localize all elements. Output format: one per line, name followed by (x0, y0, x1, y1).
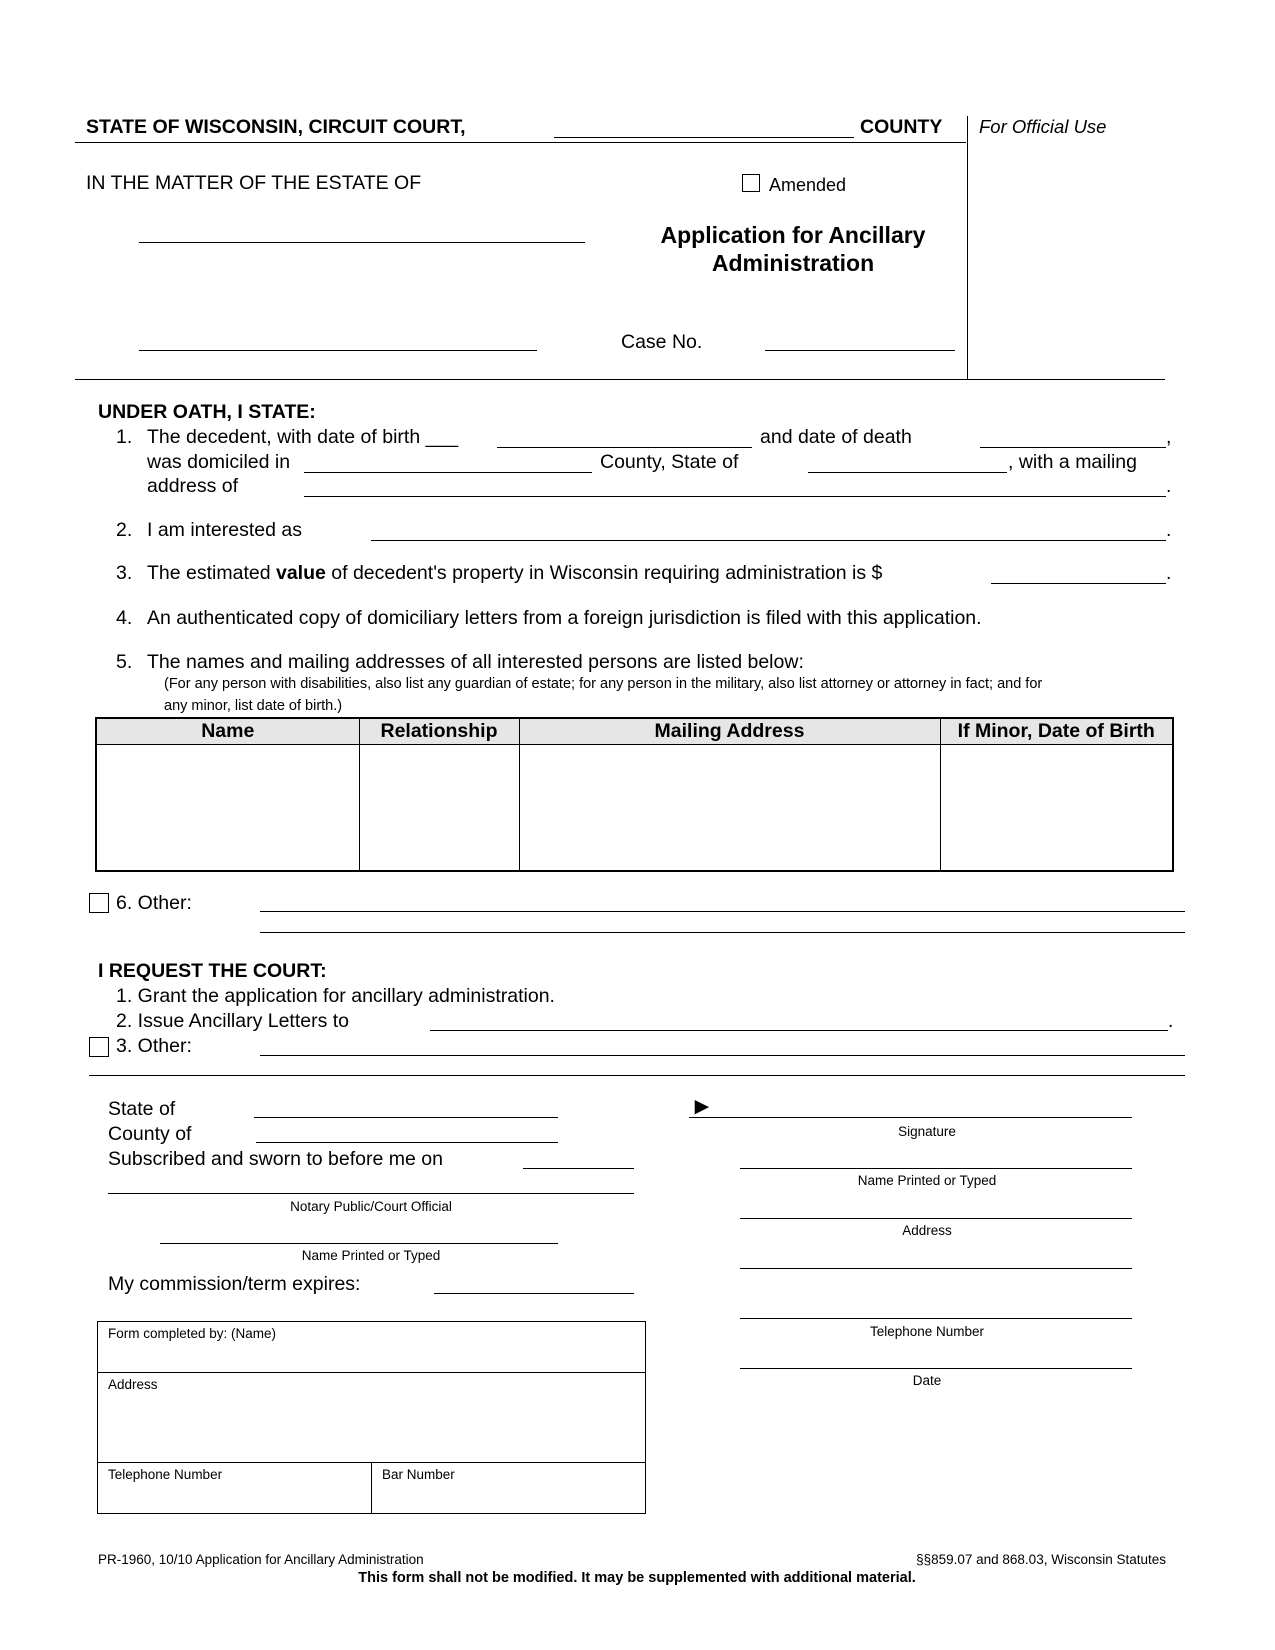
death-date-field[interactable] (980, 447, 1166, 448)
request-item-2: 2. Issue Ancillary Letters to (116, 1010, 350, 1032)
punctuation: , (1166, 426, 1172, 448)
official-use-label: For Official Use (979, 116, 1107, 137)
column-header-mailing-address: Mailing Address (519, 718, 940, 745)
county-field[interactable] (554, 137, 854, 138)
letters-to-field[interactable] (430, 1030, 1168, 1031)
subscribed-label: Subscribed and sworn to before me on (108, 1148, 443, 1170)
other-3-field[interactable] (260, 1055, 1185, 1056)
signer-date-field[interactable] (740, 1368, 1132, 1369)
item-1-text: was domiciled in (147, 451, 291, 473)
text: The estimated (147, 562, 276, 584)
mailing-address-cell[interactable] (519, 745, 940, 872)
bar-number-label: Bar Number (382, 1467, 455, 1482)
form-completed-by-box (97, 1321, 646, 1514)
signer-telephone-label: Telephone Number (869, 1324, 985, 1339)
signer-name-field[interactable] (740, 1168, 1132, 1169)
item-5-note: any minor, list date of birth.) (164, 698, 343, 714)
request-item-3: 3. Other: (116, 1035, 192, 1057)
item-5-text: The names and mailing addresses of all interested persons are listed below: (147, 651, 804, 673)
item-1-text: The decedent, with date of birth ___ (147, 426, 459, 448)
item-5-note: (For any person with disabilities, also list any guardian of estate; for any person in the military, also list attorney or attorney in fact; and for (164, 676, 1043, 692)
interested-persons-table (95, 717, 1174, 872)
table-row (96, 745, 1173, 872)
domicile-state-field[interactable] (808, 472, 1007, 473)
state-of-label: State of (108, 1098, 176, 1120)
other-6-field[interactable] (260, 911, 1185, 912)
item-number: 3. (116, 562, 133, 584)
county-of-field[interactable] (256, 1142, 558, 1143)
other-3-checkbox[interactable] (89, 1037, 109, 1057)
request-heading: I REQUEST THE COURT: (98, 960, 327, 982)
commission-label: My commission/term expires: (108, 1273, 361, 1295)
decedent-line-2-field[interactable] (139, 350, 537, 351)
statutes: §§859.07 and 868.03, Wisconsin Statutes (916, 1552, 1166, 1567)
court-heading: STATE OF WISCONSIN, CIRCUIT COURT, (86, 116, 466, 138)
column-header-name: Name (96, 718, 359, 745)
interest-field[interactable] (371, 540, 1166, 541)
text: value (275, 562, 326, 584)
mailing-address-field[interactable] (304, 496, 1166, 497)
column-header-minor-dob: If Minor, Date of Birth (940, 718, 1173, 745)
oath-heading: UNDER OATH, I STATE: (98, 401, 316, 423)
column-header-relationship: Relationship (359, 718, 519, 745)
completed-telephone-label: Telephone Number (108, 1467, 223, 1482)
sworn-date-field[interactable] (523, 1168, 634, 1169)
divider (75, 379, 1165, 380)
amended-checkbox[interactable] (742, 174, 760, 192)
estate-of-label: IN THE MATTER OF THE ESTATE OF (86, 172, 422, 194)
decedent-name-field[interactable] (139, 242, 585, 243)
arrow-icon: ► (690, 1093, 714, 1120)
item-1-text: and date of death (760, 426, 912, 448)
property-value-field[interactable] (991, 583, 1166, 584)
signature-field[interactable] (689, 1117, 1132, 1118)
divider (98, 1372, 645, 1373)
minor-dob-cell[interactable] (940, 745, 1173, 872)
item-4-text: An authenticated copy of domiciliary letters from a foreign jurisdiction is filed with this application. (147, 607, 982, 629)
county-label: COUNTY (860, 116, 943, 138)
punctuation: . (1166, 562, 1172, 584)
relationship-cell[interactable] (359, 745, 519, 872)
notary-official-label: Notary Public/Court Official (290, 1199, 452, 1214)
state-of-field[interactable] (254, 1117, 558, 1118)
completed-by-label: Form completed by: (Name) (108, 1326, 277, 1341)
case-no-field[interactable] (765, 350, 955, 351)
county-of-label: County of (108, 1123, 192, 1145)
amended-label: Amended (769, 175, 847, 195)
signer-address-field-2[interactable] (740, 1268, 1132, 1269)
notary-signature-field[interactable] (108, 1193, 634, 1194)
notary-name-label: Name Printed or Typed (301, 1248, 441, 1263)
item-3-text (147, 564, 882, 584)
text: of decedent's property in Wisconsin requiring administration is $ (325, 562, 883, 584)
name-cell[interactable] (96, 745, 359, 872)
signature-label: Signature (898, 1124, 956, 1139)
request-item-1: 1. Grant the application for ancillary administration. (116, 985, 555, 1007)
item-1-text: County, State of (600, 451, 739, 473)
table-header-row (96, 718, 1173, 745)
item-number: 5. (116, 651, 133, 673)
item-number: 1. (116, 426, 133, 448)
divider (967, 116, 968, 379)
modification-notice: This form shall not be modified. It may be supplemented with additional material. (358, 1570, 916, 1586)
punctuation: . (1166, 519, 1172, 541)
case-no-label: Case No. (621, 331, 703, 353)
item-number: 2. (116, 519, 133, 541)
other-6-field-2[interactable] (260, 932, 1185, 933)
divider (75, 142, 966, 143)
signer-telephone-field[interactable] (740, 1318, 1132, 1319)
commission-expires-field[interactable] (434, 1293, 634, 1294)
form-title: Administration (711, 250, 875, 276)
item-1-text: address of (147, 475, 239, 497)
item-number: 4. (116, 607, 133, 629)
signer-address-label: Address (902, 1223, 952, 1238)
birth-date-field[interactable] (497, 447, 752, 448)
divider (89, 1075, 1185, 1076)
form-title: Application for Ancillary (660, 222, 926, 248)
punctuation: . (1166, 475, 1172, 497)
completed-address-label: Address (108, 1377, 158, 1392)
signer-name-label: Name Printed or Typed (857, 1173, 997, 1188)
other-6-checkbox[interactable] (89, 893, 109, 913)
divider (371, 1462, 372, 1514)
domicile-county-field[interactable] (304, 472, 592, 473)
notary-name-field[interactable] (160, 1243, 558, 1244)
signer-date-label: Date (912, 1373, 942, 1388)
item-6-text: 6. Other: (116, 892, 192, 914)
form-id: PR-1960, 10/10 Application for Ancillary Administration (98, 1552, 424, 1567)
item-1-text: , with a mailing (1008, 451, 1137, 473)
item-2-text: I am interested as (147, 519, 302, 541)
signer-address-field[interactable] (740, 1218, 1132, 1219)
punctuation: . (1168, 1010, 1174, 1032)
